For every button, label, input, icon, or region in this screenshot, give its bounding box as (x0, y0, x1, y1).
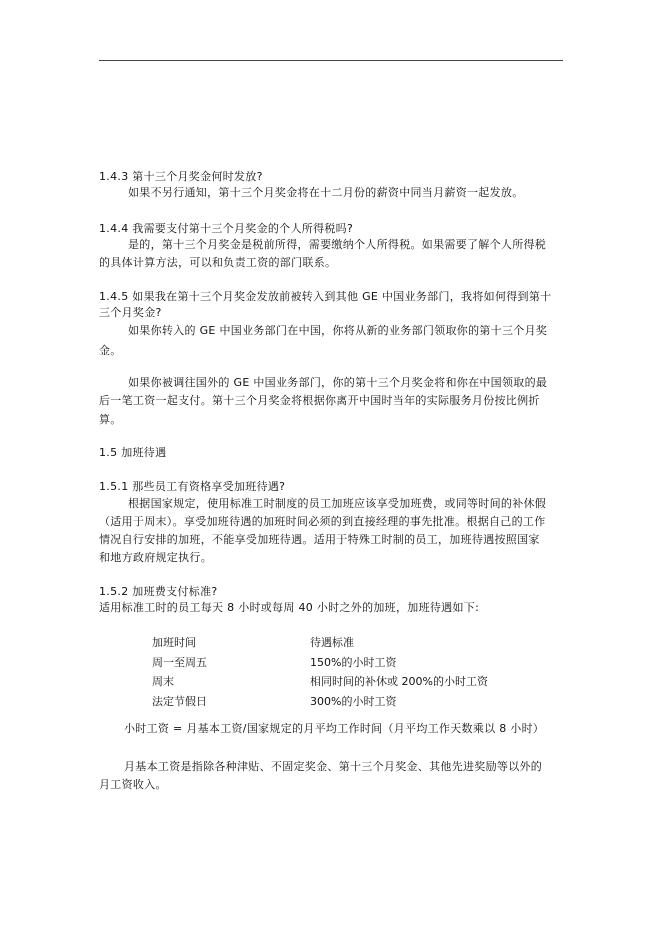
paragraph-line: （适用于周末）。享受加班待遇的加班时间必须的到直接经理的事先批准。根据自己的工作 (99, 515, 546, 528)
paragraph-line: 的具体计算方法，可以和负责工资的部门联系。 (99, 256, 337, 269)
paragraph-line: 如果你被调往国外的 GE 中国业务部门，你的第十三个月奖金将和你在中国领取的最 (128, 376, 548, 389)
paragraph-line: 算。 (99, 413, 122, 426)
hourly-wage-formula: 小时工资 = 月基本工资/国家规定的月平均工作时间（月平均工作天数乘以 8 小时） (124, 722, 545, 735)
paragraph-line: 后一笔工资一起支付。第十三个月奖金将根据你离开中国时当年的实际服务月份按比例折 (99, 394, 540, 407)
table-row (152, 693, 512, 713)
heading-1-5-2: 1.5.2 加班费支付标准? (99, 585, 218, 598)
paragraph-line: 是的，第十三个月奖金是税前所得，需要缴纳个人所得税。如果需要了解个人所得税 (128, 238, 547, 251)
paragraph-line: 适用标准工时的员工每天 8 小时或每周 40 小时之外的加班，加班待遇如下: (99, 601, 480, 614)
paragraph-line: 情况自行安排的加班，不能享受加班待遇。适用于特殊工时制的员工，加班待遇按照国家 (99, 533, 540, 546)
table-header-cell: 加班时间 (152, 636, 196, 649)
table-cell: 300%的小时工资 (310, 694, 397, 708)
table-cell: 周末 (152, 675, 174, 688)
table-row (152, 673, 512, 693)
paragraph-line: 月基本工资是指除各种津贴、不固定奖金、第十三个月奖金、其他先进奖励等以外的 (124, 760, 543, 773)
table-cell: 法定节假日 (152, 694, 207, 708)
paragraph-line: 金。 (99, 344, 122, 357)
header-rule (99, 60, 563, 61)
heading-1-4-4: 1.4.4 我需要支付第十三个月奖金的个人所得税吗? (99, 222, 354, 235)
table-cell: 150%的小时工资 (310, 655, 397, 669)
paragraph-line: 根据国家规定，使用标准工时制度的员工加班应该享受加班费，或同等时间的补休假 (128, 497, 547, 510)
heading-1-5-1: 1.5.1 那些员工有资格享受加班待遇? (99, 480, 286, 493)
table-header-cell: 待遇标准 (310, 636, 354, 649)
heading-1-5: 1.5 加班待遇 (99, 446, 167, 459)
table-header-row (152, 634, 512, 654)
table-cell: 相同时间的补休或 200%的小时工资 (310, 675, 488, 688)
table-cell: 周一至周五 (152, 655, 207, 669)
overtime-table (152, 634, 512, 712)
heading-1-4-5-cont: 三个月奖金? (99, 306, 162, 319)
heading-1-4-5: 1.4.5 如果我在第十三个月奖金发放前被转入到其他 GE 中国业务部门，我将如何得到第十 (99, 290, 552, 303)
paragraph-line: 和地方政府规定执行。 (99, 551, 212, 564)
paragraph-line: 月工资收入。 (99, 778, 167, 791)
heading-1-4-3: 1.4.3 第十三个月奖金何时发放? (99, 170, 263, 183)
table-row (152, 654, 512, 674)
paragraph-line: 如果不另行通知，第十三个月奖金将在十二月份的薪资中同当月薪资一起发放。 (128, 186, 524, 199)
paragraph-line: 如果你转入的 GE 中国业务部门在中国，你将从新的业务部门领取你的第十三个月奖 (128, 324, 548, 337)
